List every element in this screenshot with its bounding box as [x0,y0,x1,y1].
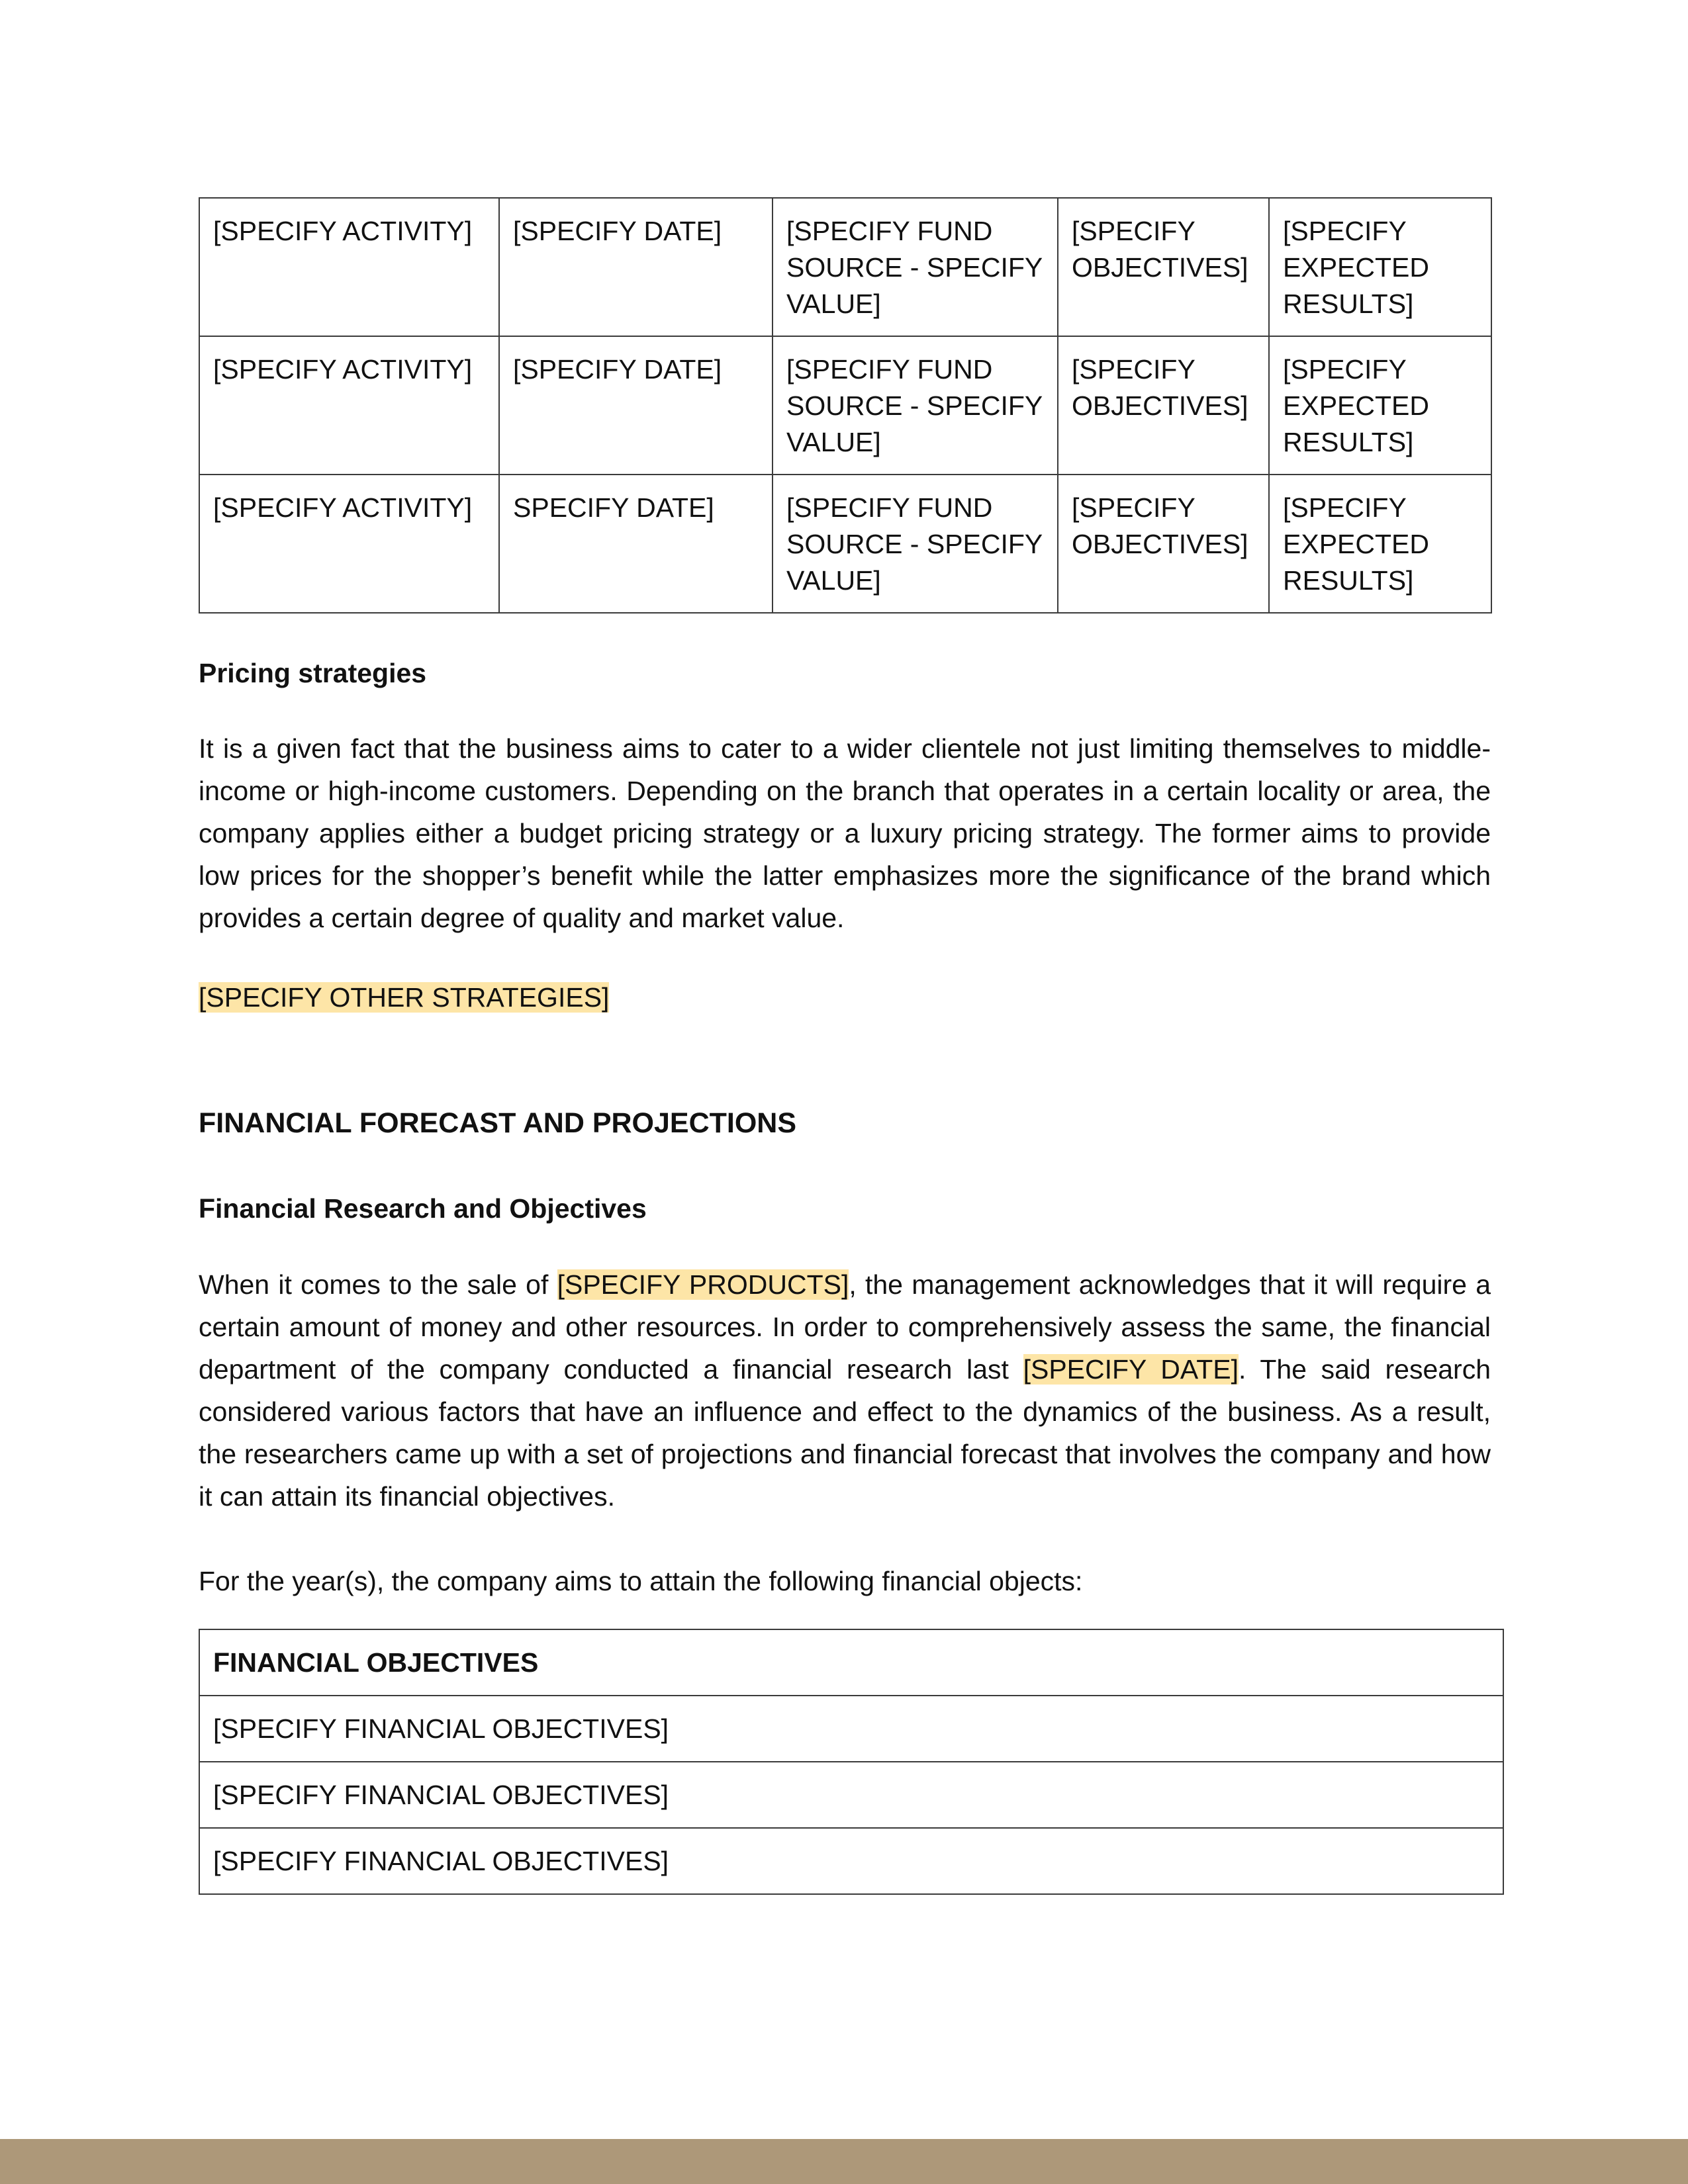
financial-research-paragraph [199,1263,1491,1518]
other-strategies-placeholder [199,981,1491,1013]
financial-subheading: Financial Research and Objectives [199,1193,647,1224]
expected-results-cell: [SPECIFY EXPECTED RESULTS] [1269,198,1491,336]
expected-results-cell: [SPECIFY EXPECTED RESULTS] [1269,336,1491,475]
footer-band [0,2139,1688,2184]
objectives-cell: [SPECIFY OBJECTIVES] [1058,475,1269,613]
date-placeholder: [SPECIFY DATE] [1023,1353,1239,1385]
para-text: When it comes to the sale of [199,1269,557,1300]
financial-objective-cell: [SPECIFY FINANCIAL OBJECTIVES] [199,1762,1503,1828]
fund-source-cell: [SPECIFY FUND SOURCE - SPECIFY VALUE] [773,475,1058,613]
para-text: , the management acknowledges that it will require a certain amount of money and other resources. In order to comprehensively assess the same, the financial department of the company conducted a financial research last [199,1269,1491,1385]
activity-cell: [SPECIFY ACTIVITY] [199,336,499,475]
financial-objectives-header: FINANCIAL OBJECTIVES [199,1629,1503,1696]
date-cell: SPECIFY DATE] [499,475,773,613]
pricing-heading: Pricing strategies [199,658,427,688]
fund-source-cell: [SPECIFY FUND SOURCE - SPECIFY VALUE] [773,336,1058,475]
objectives-cell: [SPECIFY OBJECTIVES] [1058,336,1269,475]
financial-objectives-table [199,1629,1504,1895]
table-row [199,475,1491,613]
para-text: . The said research considered various factors that have an influence and effect to the dynamics of the business. As a result, the researchers came up with a set of projections and financial forecast that involves the company and how it can attain its financial objectives. [199,1353,1491,1512]
financial-objective-cell: [SPECIFY FINANCIAL OBJECTIVES] [199,1696,1503,1762]
activity-table [199,197,1492,614]
table-row [199,1828,1503,1894]
activity-cell: [SPECIFY ACTIVITY] [199,198,499,336]
financial-objective-cell: [SPECIFY FINANCIAL OBJECTIVES] [199,1828,1503,1894]
table-row [199,1696,1503,1762]
date-cell: [SPECIFY DATE] [499,198,773,336]
financial-heading: FINANCIAL FORECAST AND PROJECTIONS [199,1107,797,1139]
pricing-paragraph: It is a given fact that the business aims to cater to a wider clientele not just limiting themselves to middle-income or high-income customers. Depending on the branch that operates in a certain locality or area, the company applies either a budget pricing strategy or a luxury pricing strategy. The former aims to provide low prices for the shopper’s benefit while the latter emphasizes more the significance of the brand which provides a certain degree of quality and market value. [199,733,1491,934]
objectives-cell: [SPECIFY OBJECTIVES] [1058,198,1269,336]
fund-source-cell: [SPECIFY FUND SOURCE - SPECIFY VALUE] [773,198,1058,336]
other-strategies-text: [SPECIFY OTHER STRATEGIES] [199,982,610,1013]
financial-objects-intro: For the year(s), the company aims to attain the following financial objects: [199,1565,1083,1596]
activity-cell: [SPECIFY ACTIVITY] [199,475,499,613]
table-row [199,1762,1503,1828]
table-header-row [199,1629,1503,1696]
expected-results-cell: [SPECIFY EXPECTED RESULTS] [1269,475,1491,613]
table-row [199,336,1491,475]
date-cell: [SPECIFY DATE] [499,336,773,475]
table-row [199,198,1491,336]
products-placeholder: [SPECIFY PRODUCTS] [557,1269,849,1300]
document-page [199,197,1491,1895]
